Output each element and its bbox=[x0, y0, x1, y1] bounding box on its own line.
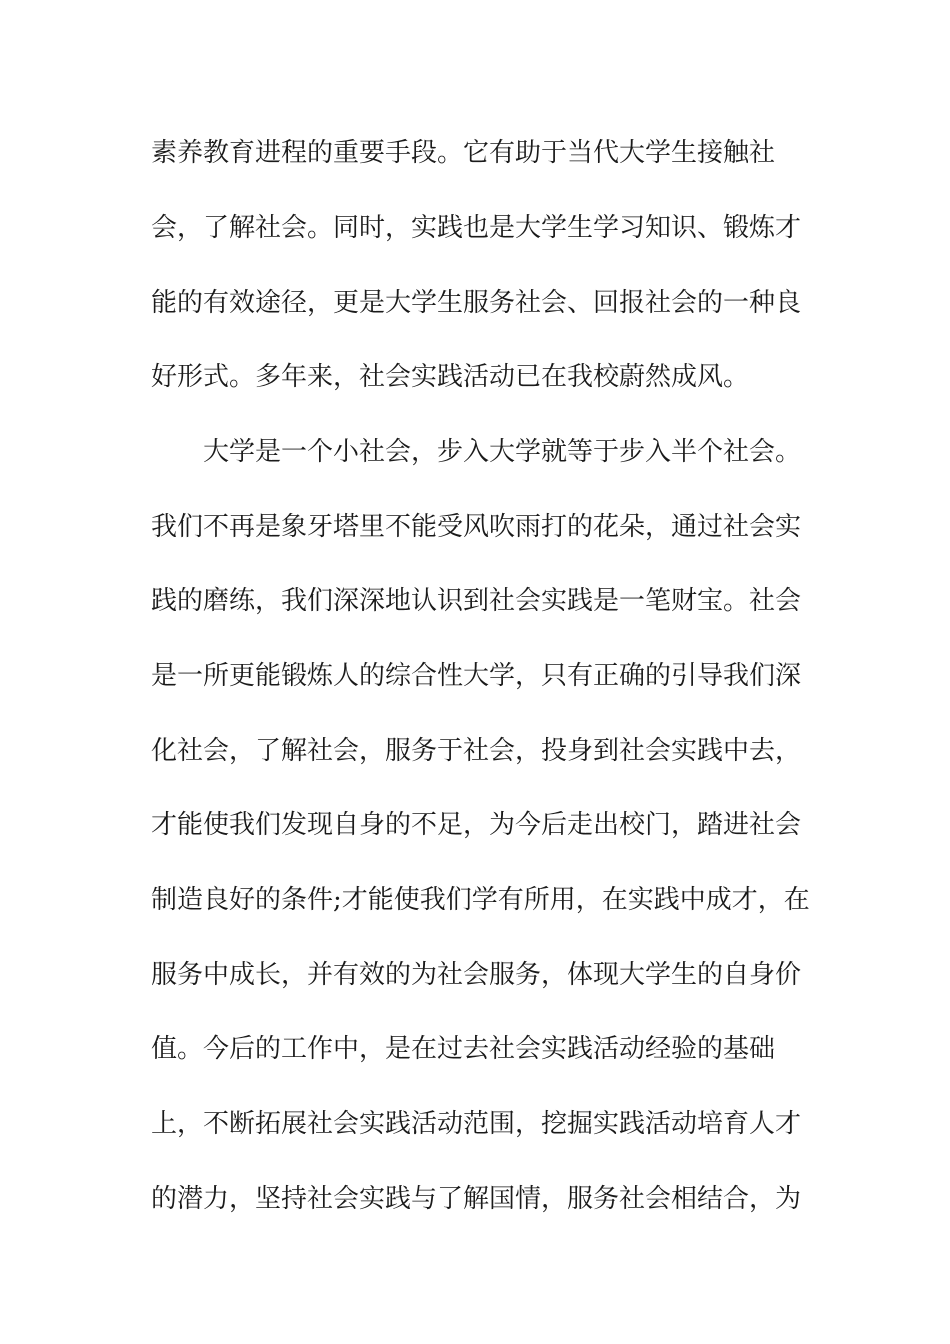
text-line: 值。今后的工作中，是在过去社会实践活动经验的基础 bbox=[151, 1034, 776, 1064]
text-line: 我们不再是象牙塔里不能受风吹雨打的花朵，通过社会实 bbox=[151, 512, 802, 542]
text-line: 化社会，了解社会，服务于社会，投身到社会实践中去， bbox=[151, 736, 802, 766]
text-line: 会，了解社会。同时，实践也是大学生学习知识、锻炼才 bbox=[151, 213, 802, 243]
text-line: 素养教育进程的重要手段。它有助于当代大学生接触社 bbox=[151, 138, 776, 168]
text-line: 才能使我们发现自身的不足，为今后走出校门，踏进社会 bbox=[151, 810, 802, 840]
text-line: 上，不断拓展社会实践活动范围，挖掘实践活动培育人才 bbox=[151, 1109, 802, 1139]
text-line: 能的有效途径，更是大学生服务社会、回报社会的一种良 bbox=[151, 288, 802, 318]
text-line: 是一所更能锻炼人的综合性大学，只有正确的引导我们深 bbox=[151, 661, 802, 691]
text-line: 服务中成长，并有效的为社会服务，体现大学生的自身价 bbox=[151, 960, 802, 990]
text-line: 的潜力，坚持社会实践与了解国情，服务社会相结合，为 bbox=[151, 1184, 802, 1214]
paragraph-first-line: 大学是一个小社会，步入大学就等于步入半个社会。 bbox=[203, 437, 802, 467]
text-line: 好形式。多年来，社会实践活动已在我校蔚然成风。 bbox=[151, 362, 750, 392]
text-line: 践的磨练，我们深深地认识到社会实践是一笔财宝。社会 bbox=[151, 586, 802, 616]
text-line: 制造良好的条件;才能使我们学有所用，在实践中成才，在 bbox=[151, 885, 810, 915]
